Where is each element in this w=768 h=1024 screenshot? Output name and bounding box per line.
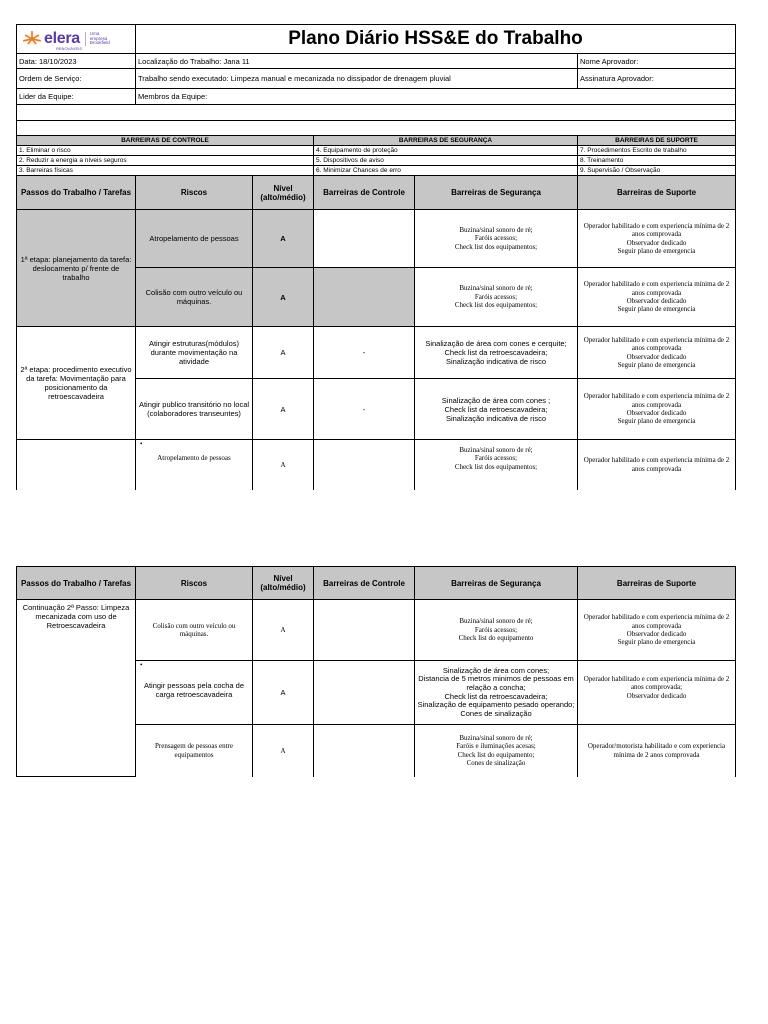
risk-cell: Atropelamento de pessoas bbox=[136, 210, 253, 268]
col-header-control: Barreiras de Controle bbox=[314, 567, 415, 600]
level-cell: A bbox=[253, 725, 314, 777]
security-cell: Sinalização de área com cones e cerquite; Check list da retroescavadeira; Sinalização indicativa de risco bbox=[415, 327, 578, 379]
table-row bbox=[17, 210, 736, 268]
level-cell: A bbox=[253, 379, 314, 440]
control-cell bbox=[314, 725, 415, 777]
col-header-risks: Riscos bbox=[136, 567, 253, 600]
table-row bbox=[17, 327, 736, 379]
hsse-plan-table-continued bbox=[16, 566, 736, 777]
risk-cell bbox=[136, 440, 253, 490]
control-cell bbox=[314, 268, 415, 327]
security-barrier-item: 6. Minimizar Chances de erro bbox=[314, 166, 578, 176]
logo-cell bbox=[17, 25, 136, 54]
support-barrier-item: 8. Treinamento bbox=[578, 156, 736, 166]
col-header-steps: Passos do Trabalho / Tarefas bbox=[17, 176, 136, 210]
level-cell: A bbox=[253, 268, 314, 327]
control-barrier-item: 3. Barreiras físicas bbox=[17, 166, 314, 176]
support-barriers-header: BARREIRAS DE SUPORTE bbox=[578, 136, 736, 146]
security-barrier-item: 5. Dispositivos de aviso bbox=[314, 156, 578, 166]
logo-subtitle: Uma empresa Brookfield bbox=[85, 32, 116, 47]
bullet-mark: • bbox=[140, 440, 143, 448]
risk-cell: Atingir estruturas(módulos) durante movimentação na atividade bbox=[136, 327, 253, 379]
security-cell: Buzina/sinal sonoro de ré; Faróis e iluminações acesas; Check list do equipamento; Cones de sinalização bbox=[415, 725, 578, 777]
work-location-field: Localização do Trabalho: Jana 11 bbox=[136, 54, 578, 69]
approver-name-field: Nome Aprovador: bbox=[578, 54, 736, 69]
risk-cell: Atingir publico transitório no local (colaboradores transeuntes) bbox=[136, 379, 253, 440]
team-members-field: Membros da Equipe: bbox=[136, 89, 736, 105]
security-barriers-header: BARREIRAS DE SEGURANÇA bbox=[314, 136, 578, 146]
col-header-security: Barreiras de Segurança bbox=[415, 567, 578, 600]
level-cell: A bbox=[253, 600, 314, 661]
risk-text: Atropelamento de pessoas bbox=[157, 454, 231, 463]
security-cell: Sinalização de área com cones; Distancia de 5 metros minimos de pessoas em relação a concha; Check list da retroescavadeira; Sinalização de equipamento pesado operando; Cones de sinalização bbox=[415, 661, 578, 725]
step-cell: 1ª etapa: planejamento da tarefa: deslocamento p/ frente de trabalho bbox=[17, 210, 136, 327]
risk-cell: Colisão com outro veículo ou máquinas. bbox=[136, 600, 253, 661]
support-cell: Operador habilitado e com experiencia mínima de 2 anos comprovada Observador dedicado Seguir plano de emergencia bbox=[578, 600, 736, 661]
security-barrier-item: 4. Equipamento de proteção bbox=[314, 146, 578, 156]
level-cell: A bbox=[253, 440, 314, 490]
support-cell: Operador habilitado e com experiencia mínima de 2 anos comprovada Observador dedicado Seguir plano de emergencia bbox=[578, 268, 736, 327]
support-barrier-item: 7. Procedimentos Escrito de trabalho bbox=[578, 146, 736, 156]
service-order-field: Ordem de Serviço: bbox=[17, 69, 136, 89]
approver-signature-field: Assinatura Aprovador: bbox=[578, 69, 736, 89]
bullet-mark: • bbox=[140, 661, 143, 669]
control-barrier-item: 1. Eliminar o risco bbox=[17, 146, 314, 156]
security-cell: Buzina/sinal sonoro de ré; Faróis acessos; Check list dos equipamentos; bbox=[415, 210, 578, 268]
support-barrier-item: 9. Supervisão / Observação bbox=[578, 166, 736, 176]
risk-cell: Prensagem de pessoas entre equipamentos bbox=[136, 725, 253, 777]
blank-row bbox=[17, 105, 736, 121]
security-cell: Buzina/sinal sonoro de ré; Faróis acessos; Check list do equipamento bbox=[415, 600, 578, 661]
col-header-steps: Passos do Trabalho / Tarefas bbox=[17, 567, 136, 600]
risk-text: Atingir pessoas pela cocha de carga retroescavadeira bbox=[143, 681, 245, 699]
control-cell bbox=[314, 210, 415, 268]
risk-cell bbox=[136, 661, 253, 725]
level-cell: A bbox=[253, 210, 314, 268]
hsse-plan-table bbox=[16, 24, 736, 490]
risk-cell: Colisão com outro veículo ou máquinas. bbox=[136, 268, 253, 327]
col-header-support: Barreiras de Suporte bbox=[578, 567, 736, 600]
support-cell: Operador/motorista habilitado e com experiencia mínima de 2 anos comprovada bbox=[578, 725, 736, 777]
control-cell: - bbox=[314, 327, 415, 379]
page-title: Plano Diário HSS&E do Trabalho bbox=[136, 25, 736, 54]
level-cell: A bbox=[253, 661, 314, 725]
security-cell: Buzina/sinal sonoro de ré; Faróis acessos; Check list dos equipamentos; bbox=[415, 268, 578, 327]
sun-logo-icon bbox=[23, 30, 41, 48]
col-header-risks: Riscos bbox=[136, 176, 253, 210]
control-barrier-item: 2. Reduzir a energia a níveis seguros bbox=[17, 156, 314, 166]
support-cell: Operador habilitado e com experiencia mínima de 2 anos comprovada Observador dedicado Seguir plano de emergencia bbox=[578, 210, 736, 268]
team-leader-field: Lider da Equipe: bbox=[17, 89, 136, 105]
control-cell: - bbox=[314, 379, 415, 440]
control-cell bbox=[314, 440, 415, 490]
col-header-support: Barreiras de Suporte bbox=[578, 176, 736, 210]
step-cell bbox=[17, 440, 136, 490]
work-being-done-field: Trabalho sendo executado: Limpeza manual e mecanizada no dissipador de drenagem pluvial bbox=[136, 69, 578, 89]
blank-row bbox=[17, 121, 736, 136]
step-cell: 2ª etapa: procedimento executivo da tarefa: Movimentação para posicionamento da retroescavadeira bbox=[17, 327, 136, 440]
logo-renovaveis: RENOVÁVEIS bbox=[56, 46, 83, 51]
security-cell: Sinalização de área com cones ; Check list da retroescavadeira; Sinalização indicativa de risco bbox=[415, 379, 578, 440]
col-header-level: Nível (alto/médio) bbox=[253, 567, 314, 600]
level-cell: A bbox=[253, 327, 314, 379]
table-row bbox=[17, 440, 736, 490]
col-header-security: Barreiras de Segurança bbox=[415, 176, 578, 210]
logo-wordmark: elera bbox=[44, 30, 80, 47]
support-cell: Operador habilitado e com experiencia mínima de 2 anos comprovada; Observador dedicado bbox=[578, 661, 736, 725]
col-header-control: Barreiras de Controle bbox=[314, 176, 415, 210]
control-cell bbox=[314, 661, 415, 725]
support-cell: Operador habilitado e com experiencia mínima de 2 anos comprovada Observador dedicado Seguir plano de emergencia bbox=[578, 327, 736, 379]
security-cell: Buzina/sinal sonoro de ré; Faróis acessos; Check list dos equipamentos; bbox=[415, 440, 578, 490]
col-header-level: Nível (alto/médio) bbox=[253, 176, 314, 210]
support-cell: Operador habilitado e com experiencia mínima de 2 anos comprovada Observador dedicado Seguir plano de emergencia bbox=[578, 379, 736, 440]
table-row bbox=[17, 600, 736, 661]
support-cell: Operador habilitado e com experiencia mínima de 2 anos comprovada bbox=[578, 440, 736, 490]
date-field: Data: 18/10/2023 bbox=[17, 54, 136, 69]
control-barriers-header: BARREIRAS DE CONTROLE bbox=[17, 136, 314, 146]
control-cell bbox=[314, 600, 415, 661]
step-cell: Continuação 2ª Passo: Limpeza mecanizada com uso de Retroescavadeira bbox=[17, 600, 136, 777]
